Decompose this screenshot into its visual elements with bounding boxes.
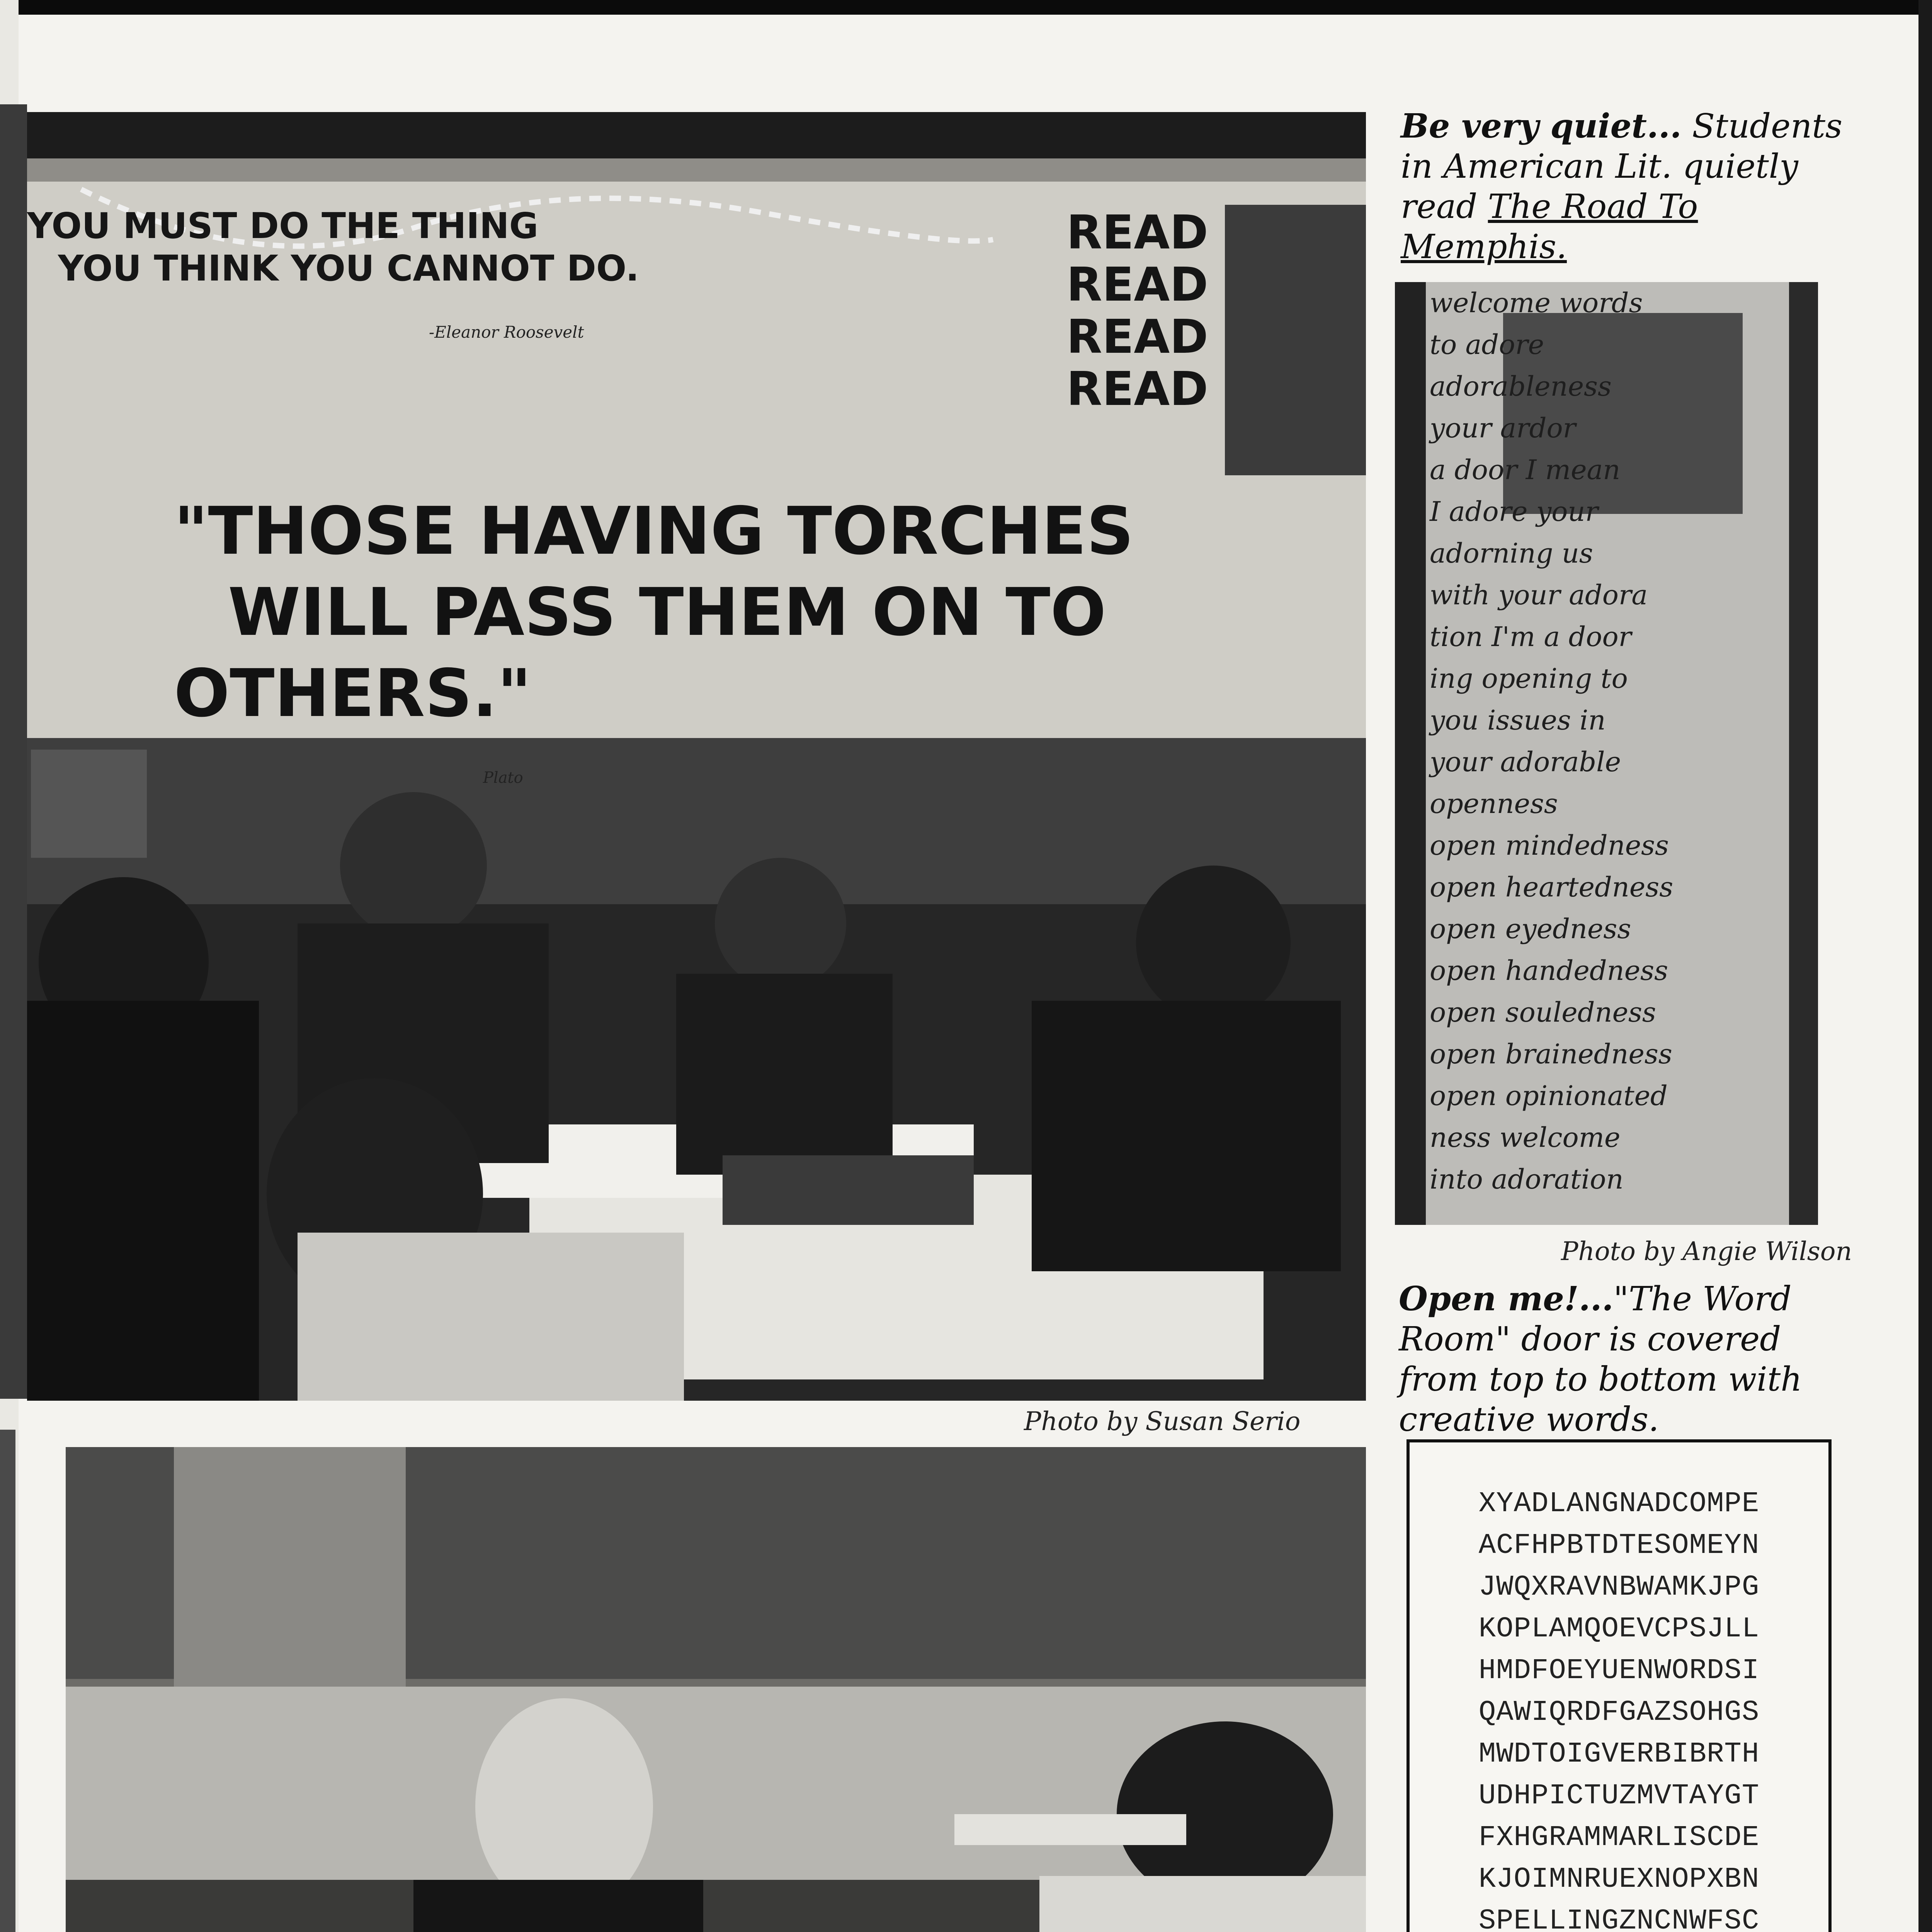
grid-row: JWQXRAVNBWAMKJPG [1478,1571,1760,1604]
word-room-caption [1399,1279,1839,1440]
word-room-caption-lead: Open me!... [1399,1279,1614,1318]
door-line: with your adora [1430,579,1648,611]
memphis-caption [1401,106,1845,267]
door-line: open handedness [1430,955,1668,986]
grid-row: FXHGRAMMARLISCDE [1478,1821,1760,1854]
plato-quote-line1: "THOSE HAVING TORCHES [174,493,1134,570]
plato-quote [174,491,1134,734]
grid-row: QAWIQRDFGAZSOHGS [1478,1696,1760,1729]
plato-quote-line2: WILL PASS THEM ON TO [228,574,1106,651]
classroom-reading-photo [27,112,1366,1401]
word-search-puzzle [1406,1439,1832,1932]
top-photo-credit: Photo by Susan Serio [1024,1406,1301,1436]
grid-row: ACFHPBTDTESOMEYN [1478,1529,1760,1562]
read-word: READ [1066,310,1208,364]
read-poster [1066,207,1208,415]
wall-motto-line1: YOU MUST DO THE THING [27,205,539,247]
wall-motto [27,205,639,290]
memphis-caption-title: The Road To Memphis. [1401,187,1698,266]
door-line: open souledness [1430,997,1656,1028]
door-line: open mindedness [1430,830,1669,861]
door-line: open opinionated [1430,1080,1668,1112]
word-room-door-photo [1395,282,1818,1225]
facing-page-edge-lower [0,1430,15,1932]
word-search-grid [1410,1483,1828,1932]
door-line: open eyedness [1430,913,1631,945]
door-handwriting [1430,282,1808,1200]
read-word: READ [1066,362,1208,416]
plato-quote-author: Plato [483,769,523,787]
scan-border-right [1918,0,1932,1932]
door-line: into adoration [1430,1163,1624,1195]
door-line: adorableness [1430,371,1612,402]
wall-motto-line2: YOU THINK YOU CANNOT DO. [58,248,639,289]
door-line: openness [1430,788,1558,820]
door-line: your ardor [1430,412,1576,444]
grid-row: KOPLAMQOEVCPSJLL [1478,1613,1760,1645]
door-line: ness welcome [1430,1122,1621,1153]
read-word: READ [1066,206,1208,260]
plato-quote-line3: OTHERS." [174,655,532,732]
door-line: your adorable [1430,746,1621,778]
grid-row: KJOIMNRUEXNOPXBN [1478,1863,1760,1896]
door-line: you issues in [1430,704,1606,736]
grid-row: XYADLANGNADCOMPE [1478,1488,1760,1520]
memphis-caption-text: Students in American Lit. quietly read [1401,107,1843,226]
door-line: I adore your [1430,496,1598,527]
memphis-caption-lead: Be very quiet... [1401,107,1682,146]
grid-row: HMDFOEYUENWORDSI [1478,1655,1760,1687]
grid-row: UDHPICTUZMVTAYGT [1478,1780,1760,1812]
door-line: to adore [1430,329,1544,361]
grid-row: MWDTOIGVERBIBRTH [1478,1738,1760,1770]
scan-border-top [0,0,1932,15]
wall-motto-attribution: -Eleanor Roosevelt [429,323,584,342]
word-room-caption-text: "The Word Room" door is covered from top to bottom with creative words. [1399,1280,1802,1439]
door-line: welcome words [1430,287,1643,319]
door-line: open brainedness [1430,1038,1672,1070]
door-photo-credit: Photo by Angie Wilson [1561,1236,1852,1266]
door-line: ing opening to [1430,663,1628,694]
ap-lang-comp-photo [66,1447,1366,1932]
door-line: adorning us [1430,537,1593,569]
door-line: open heartedness [1430,871,1673,903]
facing-page-edge [0,104,27,1399]
read-word: READ [1066,258,1208,312]
grid-row: SPELLINGZNCNWFSC [1478,1905,1760,1932]
door-line: tion I'm a door [1430,621,1632,653]
door-line: a door I mean [1430,454,1621,486]
